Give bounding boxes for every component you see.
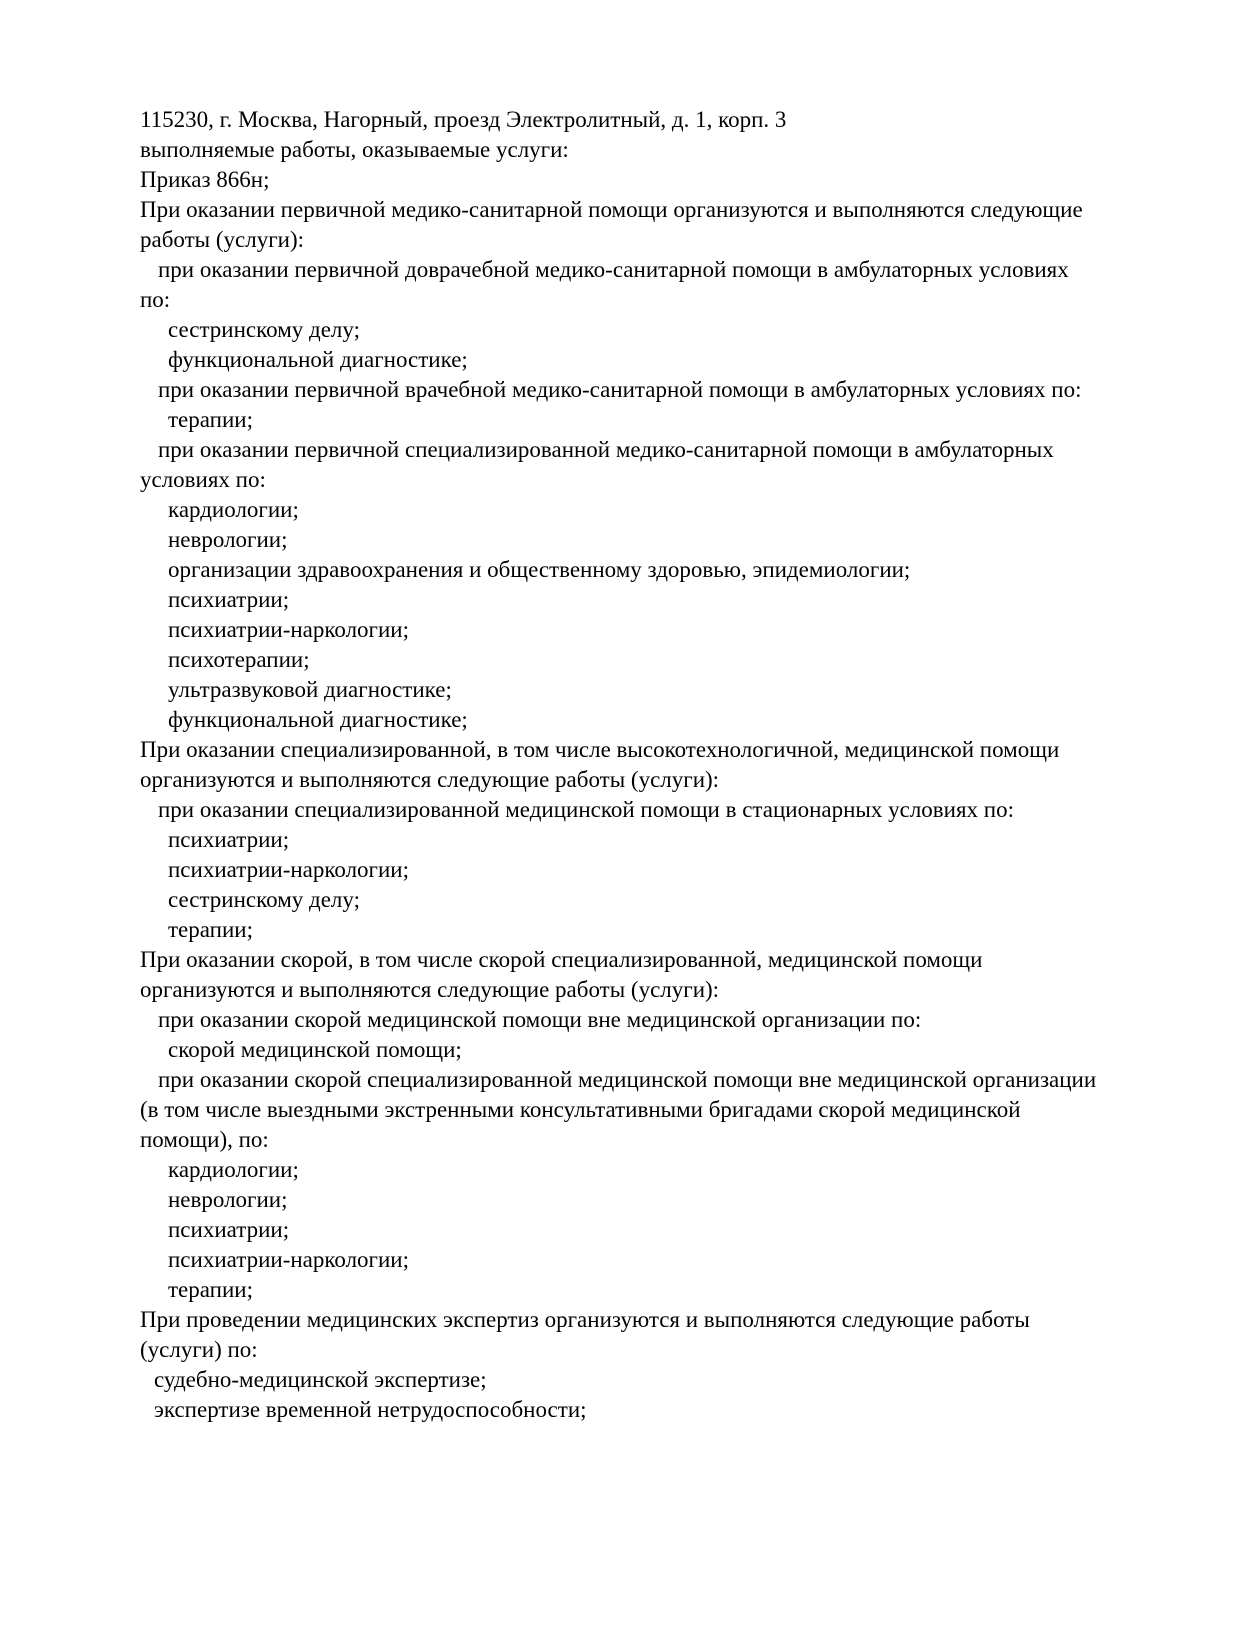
text-line: судебно-медицинской экспертизе;: [154, 1367, 487, 1392]
text-line: психиатрии;: [168, 587, 290, 612]
text-line: при оказании первичной врачебной медико-санитарной помощи в амбулаторных условиях по:: [158, 377, 1082, 402]
text-line: При оказании специализированной, в том числе высокотехнологичной, медицинской помощи: [140, 737, 1060, 762]
text-line: при оказании первичной специализированной медико-санитарной помощи в амбулаторных: [158, 437, 1054, 462]
text-line: психиатрии;: [168, 1217, 290, 1242]
text-line: При проведении медицинских экспертиз организуются и выполняются следующие работы: [140, 1307, 1030, 1332]
text-line: кардиологии;: [168, 497, 299, 522]
text-line: по:: [140, 287, 171, 312]
text-line: При оказании первичной медико-санитарной помощи организуются и выполняются следующие: [140, 197, 1083, 222]
text-line: выполняемые работы, оказываемые услуги:: [140, 137, 569, 162]
text-line: работы (услуги):: [140, 227, 304, 252]
text-line: терапии;: [168, 407, 253, 432]
text-line: организуются и выполняются следующие работы (услуги):: [140, 977, 720, 1002]
text-line: психотерапии;: [168, 647, 310, 672]
text-line: организуются и выполняются следующие работы (услуги):: [140, 767, 720, 792]
text-line: при оказании скорой медицинской помощи вне медицинской организации по:: [158, 1007, 922, 1032]
text-line: Приказ 866н;: [140, 167, 270, 192]
text-line: условиях по:: [140, 467, 266, 492]
text-line: скорой медицинской помощи;: [168, 1037, 462, 1062]
text-line: организации здравоохранения и общественному здоровью, эпидемиологии;: [168, 557, 911, 582]
text-line: кардиологии;: [168, 1157, 299, 1182]
document-body: [140, 105, 1180, 1425]
text-line: неврологии;: [168, 527, 288, 552]
text-line: функциональной диагностике;: [168, 707, 468, 732]
text-line: сестринскому делу;: [168, 887, 360, 912]
text-line: неврологии;: [168, 1187, 288, 1212]
text-line: помощи), по:: [140, 1127, 269, 1152]
text-line: при оказании скорой специализированной медицинской помощи вне медицинской организации: [158, 1067, 1097, 1092]
text-line: психиатрии-наркологии;: [168, 857, 409, 882]
text-line: функциональной диагностике;: [168, 347, 468, 372]
text-line: сестринскому делу;: [168, 317, 360, 342]
text-line: терапии;: [168, 1277, 253, 1302]
text-line: При оказании скорой, в том числе скорой специализированной, медицинской помощи: [140, 947, 983, 972]
text-line: экспертизе временной нетрудоспособности;: [154, 1397, 587, 1422]
text-line: 115230, г. Москва, Нагорный, проезд Электролитный, д. 1, корп. 3: [140, 107, 787, 132]
text-line: при оказании первичной доврачебной медико-санитарной помощи в амбулаторных условиях: [158, 257, 1069, 282]
text-line: (услуги) по:: [140, 1337, 258, 1362]
text-line: терапии;: [168, 917, 253, 942]
text-line: (в том числе выездными экстренными консультативными бригадами скорой медицинской: [140, 1097, 1021, 1122]
text-line: психиатрии-наркологии;: [168, 617, 409, 642]
text-line: ультразвуковой диагностике;: [168, 677, 452, 702]
text-line: при оказании специализированной медицинской помощи в стационарных условиях по:: [158, 797, 1014, 822]
text-line: психиатрии;: [168, 827, 290, 852]
text-line: психиатрии-наркологии;: [168, 1247, 409, 1272]
